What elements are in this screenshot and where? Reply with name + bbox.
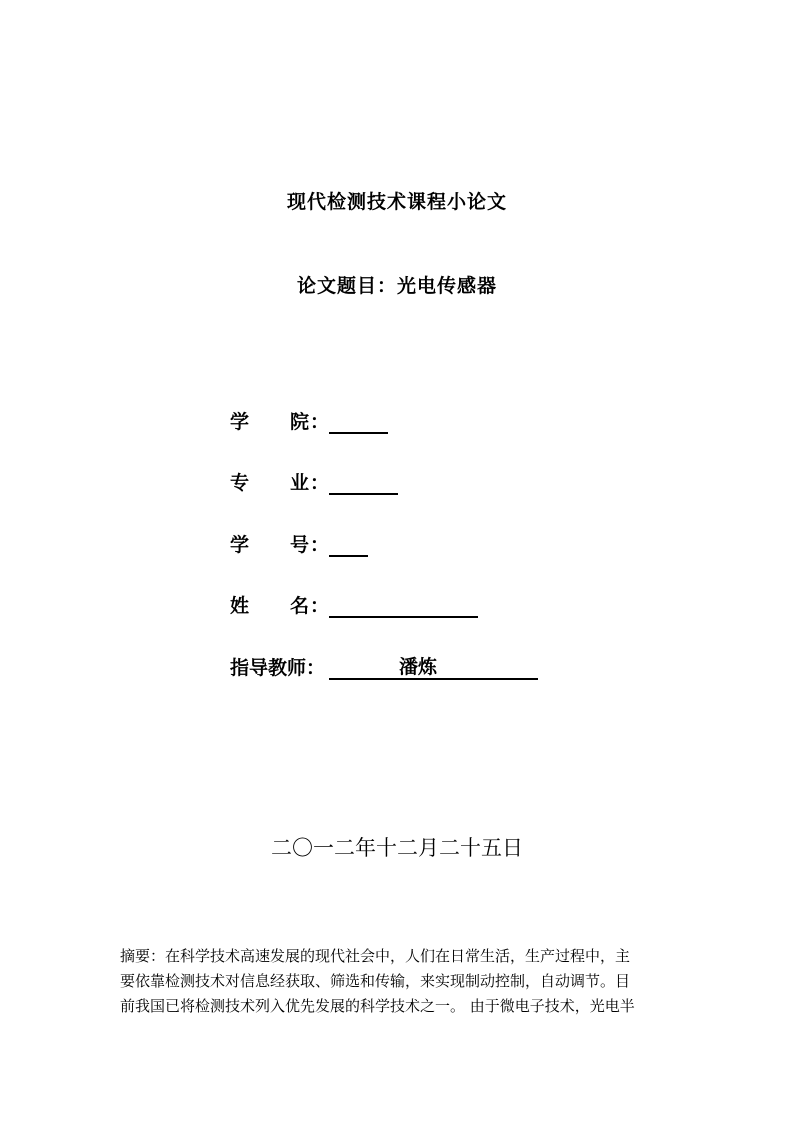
name-field[interactable]	[329, 594, 478, 618]
topic-value: 光电传感器	[397, 275, 498, 297]
college-row	[230, 406, 388, 434]
student-id-label-char1: 学	[230, 534, 250, 556]
college-field[interactable]	[329, 410, 388, 434]
student-id-label-char2: 号	[290, 534, 310, 556]
college-label-char1: 学	[230, 411, 250, 433]
advisor-value: 潘炼	[399, 656, 438, 678]
name-label-colon: ：	[310, 595, 330, 617]
student-id-field[interactable]	[329, 533, 368, 557]
college-label-char2: 院	[290, 411, 310, 433]
course-title: 现代检测技术课程小论文	[286, 191, 507, 213]
advisor-label-text: 指导教师：	[230, 657, 326, 679]
thesis-topic	[0, 271, 794, 298]
student-id-row	[230, 529, 368, 557]
major-row	[230, 467, 398, 495]
college-label-colon: ：	[310, 411, 330, 433]
abstract-line: 要依靠检测技术对信息经获取、筛选和传输，来实现制动控制，自动调节。目	[120, 972, 631, 990]
advisor-field[interactable]	[329, 656, 538, 680]
name-label-char2: 名	[290, 595, 310, 617]
major-label-char2: 业	[290, 472, 310, 494]
major-label-char1: 专	[230, 472, 250, 494]
major-label-colon: ：	[310, 472, 330, 494]
name-label-char1: 姓	[230, 595, 250, 617]
abstract-line: 摘要：在科学技术高速发展的现代社会中，人们在日常生活，生产过程中，主	[120, 947, 631, 965]
major-field[interactable]	[329, 471, 398, 495]
abstract	[120, 944, 676, 1019]
advisor-row	[230, 652, 538, 680]
name-row	[230, 590, 478, 618]
abstract-line: 前我国已将检测技术列入优先发展的科学技术之一。 由于微电子技术，光电半	[120, 997, 635, 1015]
topic-label: 论文题目：	[296, 275, 397, 297]
student-id-label-colon: ：	[310, 534, 330, 556]
date: 二〇一二年十二月二十五日	[271, 836, 523, 860]
